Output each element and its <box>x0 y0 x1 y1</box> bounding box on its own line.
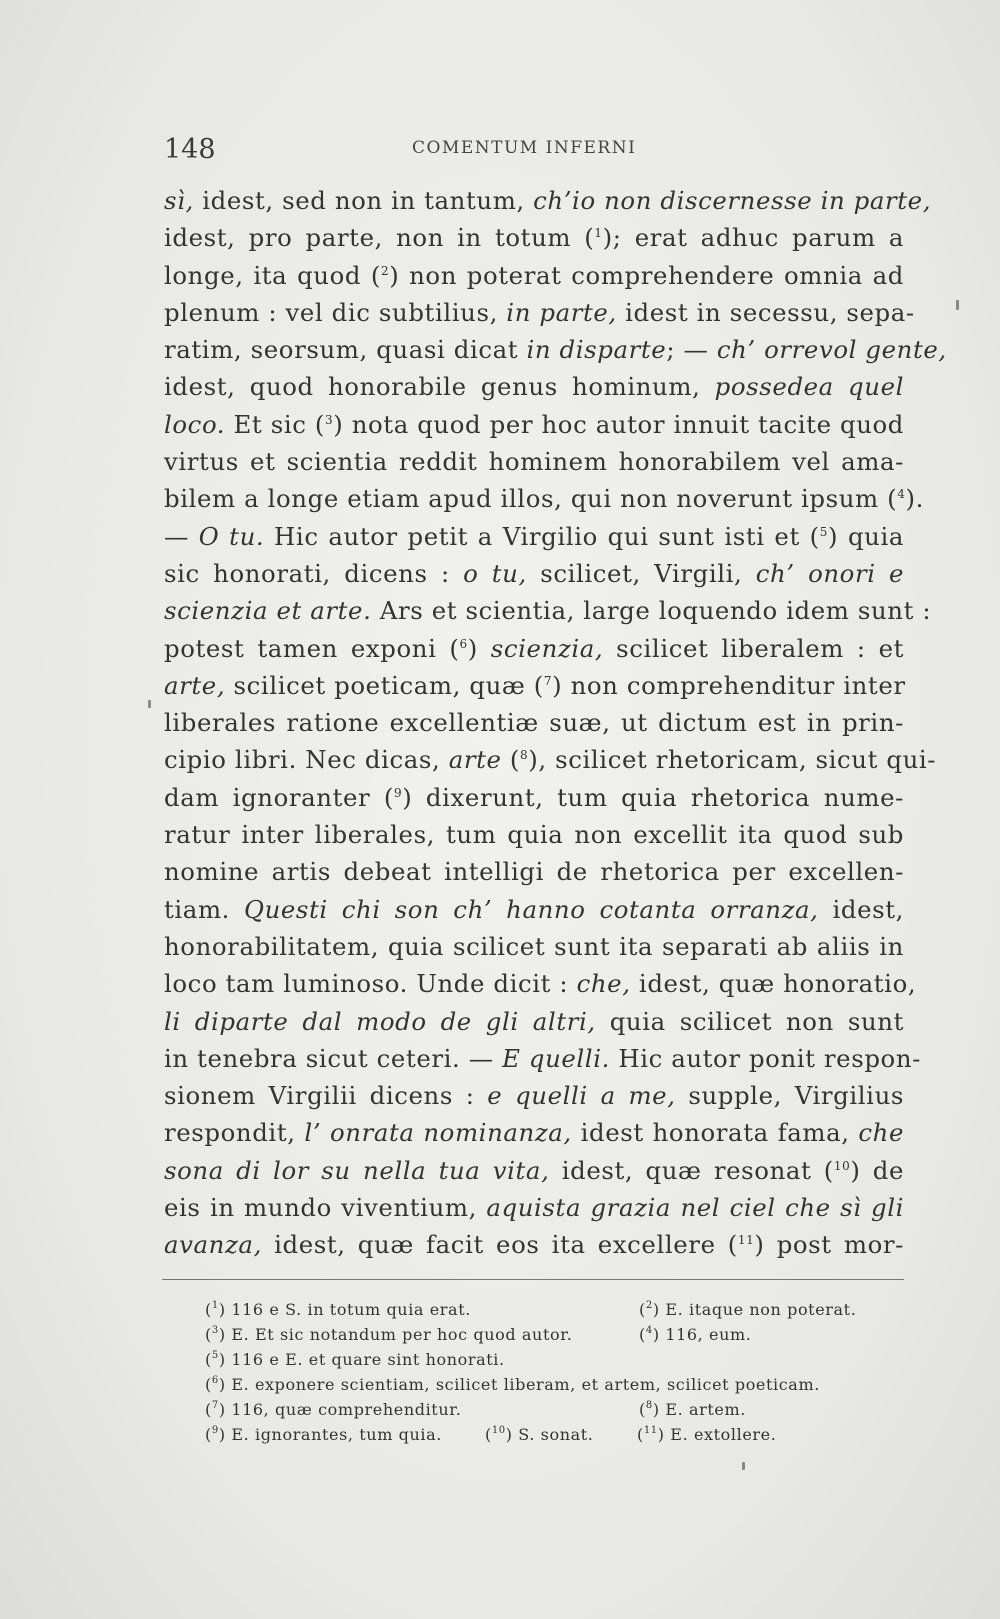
text-line: idest, pro parte, non in totum ($^1$); erat adhuc parum a <box>164 223 904 253</box>
text-line: sic honorati, dicens : o tu, scilicet, Virgili, ch’ onori e <box>164 558 904 588</box>
footnote-row <box>205 1422 905 1447</box>
running-title: COMENTUM INFERNI <box>412 138 637 158</box>
text-line: cipio libri. Nec dicas, arte ($^8$), scilicet rhetoricam, sicut qui- <box>164 745 937 775</box>
page-speck <box>742 1462 745 1470</box>
text-line: sì, idest, sed non in tantum, ch’io non discernesse in parte, <box>164 186 932 215</box>
text-line: ratim, seorsum, quasi dicat in disparte; — ch’ orrevol gente, <box>164 335 947 365</box>
footnote-row <box>205 1397 905 1422</box>
footnote-row <box>205 1347 905 1372</box>
text-line: idest, quod honorabile genus hominum, possedea quel <box>164 372 905 402</box>
text-line: in tenebra sicut ceteri. — E quelli. Hic autor ponit respon- <box>164 1043 921 1073</box>
text-line: honorabilitatem, quia scilicet sunt ita separati ab aliis in <box>164 931 904 961</box>
footnote: ($^{11}$) E. extollere. <box>637 1425 777 1444</box>
main-text <box>164 182 947 1264</box>
text-line: — O tu. Hic autor petit a Virgilio qui sunt isti et ($^5$) quia <box>164 521 905 551</box>
text-line: nomine artis debeat intelligi de rhetorica per excellen- <box>164 857 904 887</box>
footnote: ($^6$) E. exponere scientiam, scilicet liberam, et artem, scilicet poeticam. <box>205 1375 820 1394</box>
text-line: plenum : vel dic subtilius, in parte, idest in secessu, sepa- <box>164 297 915 327</box>
text-line: potest tamen exponi ($^6$) scienzia, scilicet liberalem : et <box>164 633 905 663</box>
footnote: ($^5$) 116 e E. et quare sint honorati. <box>205 1350 505 1369</box>
text-line: eis in mundo viventium, aquista grazia nel ciel che sì gli <box>164 1193 904 1223</box>
text-line: liberales ratione excellentiæ suæ, ut dictum est in prin- <box>164 708 904 738</box>
text-line: loco tam luminoso. Unde dicit : che, idest, quæ honoratio, <box>164 969 917 999</box>
footnote-row <box>205 1297 905 1322</box>
footnote: ($^1$) 116 e S. in totum quia erat. <box>205 1300 471 1319</box>
footnotes <box>205 1297 905 1447</box>
footnote: ($^8$) E. artem. <box>639 1400 746 1419</box>
footnote-row <box>205 1372 905 1397</box>
text-line: li diparte dal modo de gli altri, quia scilicet non sunt <box>164 1006 904 1036</box>
text-line: loco. Et sic ($^3$) nota quod per hoc autor innuit tacite quod <box>164 409 904 439</box>
page-speck <box>956 300 959 310</box>
text-line: virtus et scientia reddit hominem honorabilem vel ama- <box>164 447 904 477</box>
text-line: ratur inter liberales, tum quia non excellit ita quod sub <box>164 820 904 850</box>
text-line: bilem a longe etiam apud illos, qui non noverunt ipsum ($^4$). <box>164 484 924 514</box>
text-line: sona di lor su nella tua vita, idest, quæ resonat ($^{10}$) de <box>164 1155 904 1185</box>
footnote-rule <box>162 1279 904 1280</box>
text-line: scienzia et arte. Ars et scientia, large loquendo idem sunt : <box>164 596 932 626</box>
footnote: ($^2$) E. itaque non poterat. <box>639 1300 857 1319</box>
page-speck <box>148 700 151 708</box>
footnote: ($^3$) E. Et sic notandum per hoc quod autor. <box>205 1325 573 1344</box>
text-line: arte, scilicet poeticam, quæ ($^7$) non comprehenditur inter <box>164 670 906 700</box>
text-line: sionem Virgilii dicens : e quelli a me, supple, Virgilius <box>164 1081 904 1111</box>
text-line: dam ignoranter ($^9$) dixerunt, tum quia rhetorica nume- <box>164 782 904 812</box>
text-line: respondit, l’ onrata nominanza, idest honorata fama, che <box>164 1118 904 1148</box>
text-line: avanza, idest, quæ facit eos ita excellere ($^{11}$) post mor- <box>164 1230 904 1260</box>
footnote: ($^4$) 116, eum. <box>639 1325 752 1344</box>
footnote: ($^7$) 116, quæ comprehenditur. <box>205 1400 462 1419</box>
text-line: tiam. Questi chi son ch’ hanno cotanta orranza, idest, <box>164 894 904 924</box>
page-number: 148 <box>164 134 216 165</box>
footnote: ($^9$) E. ignorantes, tum quia. <box>205 1425 442 1444</box>
running-header <box>164 134 912 174</box>
footnote-row <box>205 1322 905 1347</box>
footnote: ($^{10}$) S. sonat. <box>485 1425 594 1444</box>
text-line: longe, ita quod ($^2$) non poterat comprehendere omnia ad <box>164 260 905 290</box>
